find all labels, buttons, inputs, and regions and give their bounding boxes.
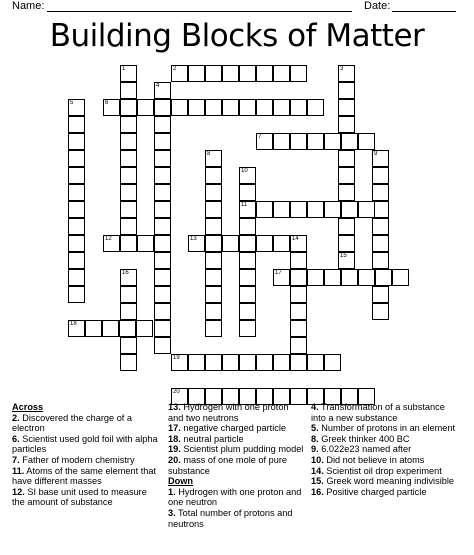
clue-number: 16 (122, 270, 129, 276)
grid-cell[interactable] (120, 303, 137, 320)
clue-item-text: Transformation of a substance into a new substance (311, 402, 445, 423)
grid-cell[interactable] (205, 303, 222, 320)
grid-cell[interactable] (154, 99, 171, 116)
grid-cell[interactable] (102, 320, 119, 337)
clue-number: 6 (105, 100, 109, 106)
grid-cell[interactable] (205, 218, 222, 235)
clue-item-text: Number of protons in an element (318, 423, 456, 434)
grid-cell[interactable] (205, 269, 222, 286)
grid-cell[interactable] (205, 150, 222, 167)
clue-item-number: 17. (168, 423, 181, 434)
grid-cell[interactable] (290, 65, 307, 82)
clue-item-text: Scientist oil drop experiment (323, 465, 442, 476)
grid-cell[interactable] (256, 99, 273, 116)
clue-number: 7 (258, 134, 262, 140)
clue-item-number: 9. (311, 444, 319, 455)
date-label: Date: (364, 0, 391, 12)
clue-number: 19 (173, 355, 180, 361)
grid-cell[interactable] (171, 99, 188, 116)
clue-item (311, 444, 461, 455)
clue-number: 15 (340, 253, 347, 259)
across-heading: Across (12, 402, 44, 412)
clue-number: 13 (190, 236, 197, 242)
grid-cell[interactable] (222, 99, 239, 116)
grid-cell[interactable] (120, 82, 137, 99)
grid-cell[interactable] (239, 167, 256, 184)
grid-cell[interactable] (256, 65, 273, 82)
across-clue-list (12, 413, 162, 508)
grid-cell[interactable] (120, 133, 137, 150)
grid-cell[interactable] (68, 150, 85, 167)
clue-item (311, 466, 461, 477)
clue-item (311, 402, 461, 423)
clue-item-number: 14. (311, 465, 324, 476)
grid-cell[interactable] (120, 167, 137, 184)
name-label: Name: (12, 0, 45, 12)
grid-cell[interactable] (239, 99, 256, 116)
clue-item-number: 15. (311, 476, 324, 487)
grid-cell[interactable] (137, 99, 154, 116)
grid-cell[interactable] (338, 65, 355, 82)
clue-number: 4 (156, 83, 160, 89)
grid-cell[interactable] (205, 320, 222, 337)
grid-cell[interactable] (205, 184, 222, 201)
clue-number: 2 (173, 66, 177, 72)
clue-item (168, 508, 306, 529)
clue-item (12, 487, 162, 508)
grid-cell[interactable] (372, 286, 389, 303)
grid-cell[interactable] (290, 337, 307, 354)
grid-cell[interactable] (119, 320, 136, 337)
clue-item (168, 434, 306, 445)
clue-item-text: Greek word meaning indivisible (323, 476, 454, 487)
clue-item-number: 5. (311, 423, 319, 434)
grid-cell[interactable] (375, 269, 392, 286)
clue-number: 5 (70, 100, 74, 106)
grid-cell[interactable] (154, 303, 171, 320)
grid-cell[interactable] (372, 167, 389, 184)
grid-cell[interactable] (120, 235, 137, 252)
grid-cell[interactable] (68, 235, 85, 252)
grid-cell[interactable] (273, 201, 290, 218)
clue-item (12, 413, 162, 434)
grid-cell[interactable] (273, 269, 290, 286)
grid-cell[interactable] (290, 303, 307, 320)
clue-item-number: 12. (12, 486, 25, 497)
grid-cell[interactable] (154, 337, 171, 354)
clue-number: 8 (207, 151, 211, 157)
clues-column-3 (311, 402, 461, 497)
grid-cell[interactable] (205, 201, 222, 218)
grid-cell[interactable] (154, 133, 171, 150)
grid-cell[interactable] (338, 252, 355, 269)
grid-cell[interactable] (338, 116, 355, 133)
clue-item (311, 455, 461, 466)
clues-column-2 (168, 402, 306, 529)
clue-item (12, 434, 162, 455)
grid-cell[interactable] (290, 133, 307, 150)
grid-cell[interactable] (120, 269, 137, 286)
grid-cell[interactable] (68, 286, 85, 303)
clue-item-text: Scientist used gold foil with alpha particles (12, 433, 158, 455)
grid-cell[interactable] (222, 65, 239, 82)
grid-cell[interactable] (239, 65, 256, 82)
grid-cell[interactable] (205, 167, 222, 184)
clue-item-text: Greek thinker 400 BC (318, 433, 410, 444)
grid-cell[interactable] (239, 184, 256, 201)
grid-cell[interactable] (324, 201, 341, 218)
clue-item-text: 6.022e23 named after (318, 444, 412, 455)
grid-cell[interactable] (290, 252, 307, 269)
grid-cell[interactable] (154, 167, 171, 184)
grid-cell[interactable] (154, 184, 171, 201)
grid-cell[interactable] (171, 354, 188, 371)
clue-number: 1 (122, 66, 126, 72)
grid-cell[interactable] (239, 252, 256, 269)
grid-cell[interactable] (239, 320, 256, 337)
grid-cell[interactable] (188, 235, 205, 252)
grid-cell[interactable] (136, 320, 153, 337)
clue-item-number: 7. (12, 454, 20, 465)
clue-item-number: 10. (311, 454, 324, 465)
across-clue-list-continued (168, 402, 306, 476)
grid-cell[interactable] (120, 218, 137, 235)
grid-cell[interactable] (68, 116, 85, 133)
grid-cell[interactable] (120, 184, 137, 201)
grid-cell[interactable] (239, 235, 256, 252)
grid-cell[interactable] (222, 354, 239, 371)
clue-item-text: Did not believe in atoms (323, 454, 425, 465)
grid-cell[interactable] (85, 320, 102, 337)
grid-cell[interactable] (188, 99, 205, 116)
grid-cell[interactable] (290, 286, 307, 303)
grid-cell[interactable] (372, 303, 389, 320)
grid-cell[interactable] (205, 252, 222, 269)
grid-cell[interactable] (290, 235, 307, 252)
grid-cell[interactable] (120, 99, 137, 116)
grid-cell[interactable] (188, 354, 205, 371)
grid-cell[interactable] (154, 235, 171, 252)
clue-item-text: negative charged particle (180, 423, 286, 434)
grid-cell[interactable] (307, 133, 324, 150)
clue-item-text: Discovered the charge of a electron (12, 412, 133, 434)
grid-cell[interactable] (137, 235, 154, 252)
down-clue-list-continued (311, 402, 461, 497)
clue-number: 12 (105, 236, 112, 242)
grid-cell[interactable] (392, 269, 409, 286)
grid-cell[interactable] (290, 320, 307, 337)
grid-cell[interactable] (256, 201, 273, 218)
grid-cell[interactable] (239, 201, 256, 218)
grid-cell[interactable] (338, 167, 355, 184)
clue-number: 18 (70, 321, 77, 327)
clue-number: 11 (241, 202, 248, 208)
grid-cell[interactable] (68, 167, 85, 184)
grid-cell[interactable] (273, 133, 290, 150)
grid-cell[interactable] (154, 269, 171, 286)
clue-item-text: Atoms of the same element that have different masses (12, 465, 157, 487)
grid-cell[interactable] (273, 99, 290, 116)
grid-cell[interactable] (154, 116, 171, 133)
grid-cell[interactable] (239, 354, 256, 371)
grid-cell[interactable] (188, 65, 205, 82)
clue-item-number: 16. (311, 486, 324, 497)
clue-item-text: SI base unit used to measure the amount of substance (12, 486, 147, 508)
clue-item-number: 3. (168, 507, 176, 518)
grid-cell[interactable] (239, 218, 256, 235)
grid-cell[interactable] (307, 201, 324, 218)
clue-item-text: Total number of protons and neutrons (168, 507, 293, 529)
clue-item-number: 1. (168, 486, 176, 497)
grid-cell[interactable] (273, 65, 290, 82)
grid-cell[interactable] (205, 286, 222, 303)
grid-cell[interactable] (273, 354, 290, 371)
grid-cell[interactable] (154, 201, 171, 218)
grid-cell[interactable] (120, 150, 137, 167)
grid-cell[interactable] (205, 65, 222, 82)
grid-cell[interactable] (239, 286, 256, 303)
grid-cell[interactable] (239, 303, 256, 320)
grid-cell[interactable] (358, 133, 375, 150)
grid-cell[interactable] (307, 354, 324, 371)
grid-cell[interactable] (120, 116, 137, 133)
grid-cell[interactable] (120, 354, 137, 371)
clue-item (168, 423, 306, 434)
clue-number: 9 (374, 151, 378, 157)
grid-cell[interactable] (68, 99, 85, 116)
down-heading: Down (168, 476, 194, 487)
clue-number: 17 (275, 270, 282, 276)
grid-cell[interactable] (154, 320, 171, 337)
clue-item (311, 434, 461, 445)
clue-item-number: 6. (12, 433, 20, 444)
clue-item-number: 19. (168, 444, 181, 455)
grid-cell[interactable] (372, 184, 389, 201)
grid-cell[interactable] (256, 354, 273, 371)
clue-item (311, 487, 461, 498)
grid-cell[interactable] (68, 184, 85, 201)
grid-cell[interactable] (154, 82, 171, 99)
grid-cell[interactable] (290, 201, 307, 218)
clue-item (12, 455, 162, 466)
grid-cell[interactable] (222, 235, 239, 252)
grid-cell[interactable] (103, 99, 120, 116)
grid-cell[interactable] (256, 235, 273, 252)
grid-cell[interactable] (290, 269, 307, 286)
grid-cell[interactable] (324, 354, 341, 371)
grid-cell[interactable] (256, 133, 273, 150)
clue-number: 20 (173, 389, 180, 395)
grid-cell[interactable] (341, 133, 358, 150)
clue-item-text: Positive charged particle (323, 486, 427, 497)
grid-cell[interactable] (205, 354, 222, 371)
clue-item-text: Scientist plum pudding model (180, 444, 304, 455)
grid-cell[interactable] (338, 150, 355, 167)
grid-cell[interactable] (120, 286, 137, 303)
clue-item (311, 423, 461, 434)
grid-cell[interactable] (68, 201, 85, 218)
clue-item-text: neutral particle (180, 433, 244, 444)
grid-cell[interactable] (120, 201, 137, 218)
grid-cell[interactable] (341, 201, 358, 218)
grid-cell[interactable] (154, 218, 171, 235)
grid-cell[interactable] (341, 269, 358, 286)
grid-cell[interactable] (338, 235, 355, 252)
grid-cell[interactable] (120, 337, 137, 354)
clue-item-text: Hydrogen with one proton and two neutrons (168, 402, 289, 423)
grid-cell[interactable] (205, 99, 222, 116)
clue-item-text: Father of modern chemistry (19, 454, 135, 465)
clue-number: 14 (292, 236, 299, 242)
grid-cell[interactable] (372, 150, 389, 167)
grid-cell[interactable] (68, 269, 85, 286)
grid-cell[interactable] (358, 269, 375, 286)
clue-item-number: 2. (12, 412, 20, 423)
grid-cell[interactable] (205, 235, 222, 252)
grid-cell[interactable] (372, 218, 389, 235)
grid-cell[interactable] (307, 99, 324, 116)
grid-cell[interactable] (154, 252, 171, 269)
grid-cell[interactable] (324, 269, 341, 286)
grid-cell[interactable] (372, 235, 389, 252)
page-title: Building Blocks of Matter (49, 18, 425, 54)
clue-item (311, 476, 461, 487)
grid-cell[interactable] (338, 99, 355, 116)
grid-cell[interactable] (68, 320, 85, 337)
clue-item (168, 402, 306, 423)
grid-cell[interactable] (68, 252, 85, 269)
clue-item (12, 466, 162, 487)
clue-item-number: 18. (168, 433, 181, 444)
grid-cell[interactable] (324, 133, 341, 150)
clue-item-number: 4. (311, 402, 319, 412)
grid-cell[interactable] (154, 150, 171, 167)
clue-item (168, 455, 306, 476)
grid-cell[interactable] (338, 82, 355, 99)
down-clue-list (168, 487, 306, 529)
clue-item-number: 13. (168, 402, 181, 412)
clue-number: 3 (340, 66, 344, 72)
clue-item (168, 487, 306, 508)
grid-cell[interactable] (171, 65, 188, 82)
grid-cell[interactable] (154, 286, 171, 303)
grid-cell[interactable] (68, 218, 85, 235)
clue-item (168, 444, 306, 455)
clue-item-text: mass of one mole of pure substance (168, 454, 288, 476)
clues-column-1 (12, 402, 162, 508)
grid-cell[interactable] (372, 252, 389, 269)
clue-item-number: 20. (168, 454, 181, 465)
grid-cell[interactable] (120, 65, 137, 82)
grid-cell[interactable] (338, 184, 355, 201)
clue-item-number: 8. (311, 433, 319, 444)
grid-cell[interactable] (239, 269, 256, 286)
grid-cell[interactable] (307, 269, 324, 286)
grid-cell[interactable] (358, 201, 375, 218)
grid-cell[interactable] (68, 133, 85, 150)
grid-cell[interactable] (103, 235, 120, 252)
clue-number: 10 (241, 168, 248, 174)
grid-cell[interactable] (273, 235, 290, 252)
grid-cell[interactable] (290, 354, 307, 371)
grid-cell[interactable] (290, 99, 307, 116)
clue-item-text: Hydrogen with one proton and one neutron (168, 486, 302, 508)
clue-item-number: 11. (12, 465, 25, 476)
grid-cell[interactable] (338, 218, 355, 235)
